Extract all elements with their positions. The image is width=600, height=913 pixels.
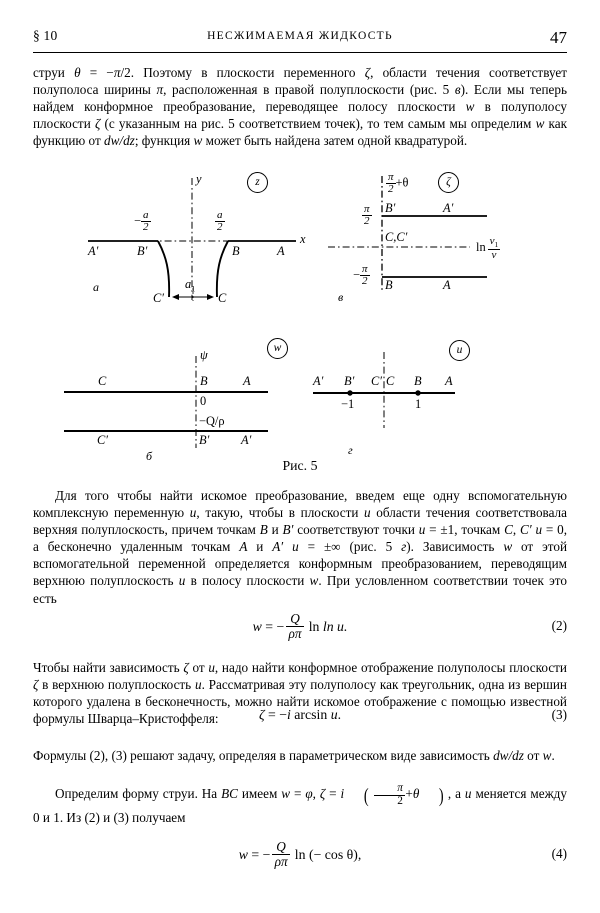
math-w: w	[309, 573, 319, 589]
panel-g-point-B: B	[414, 374, 422, 388]
figure-5	[0, 170, 600, 480]
math-u: u	[330, 707, 338, 722]
text-run: от	[188, 660, 209, 675]
math-pi: π	[156, 82, 164, 98]
denominator: 2	[386, 183, 396, 195]
math-theta: θ	[412, 786, 420, 802]
page-title: НЕСЖИМАЕМАЯ ЖИДКОСТЬ	[207, 30, 393, 42]
math-B-prime: B′	[282, 522, 294, 538]
figure-ref-letter: в	[454, 82, 461, 98]
math-w: w	[252, 619, 262, 635]
text-run: . Рассматривая эту полуполосу как треугольник, одна из вершин которого удалена в бесконечность, можно найти искомое отображение с помощью известной формулы Шварца–Кристоффеля:	[33, 677, 567, 727]
text-run: =	[80, 65, 107, 80]
panel-g-point-B-prime: B′	[344, 374, 355, 388]
panel-a-letter: a	[93, 280, 99, 294]
denominator: 2	[217, 221, 223, 233]
equals-minus: = −	[247, 847, 271, 863]
text-run: Для того чтобы найти искомое преобразование, введем еще одну вспомогательную комплексную переменную	[33, 488, 567, 521]
width-subscript: 1	[191, 284, 196, 294]
math-w: w	[465, 99, 475, 115]
math-B: B	[259, 522, 268, 538]
numerator: Q	[290, 611, 300, 626]
text-run: от этой вспомогательной переменной определяется конформным преобразованием, переводящим верхнюю полуплоскость	[33, 539, 567, 589]
panel-g-tick-minus-one: −1	[341, 397, 355, 411]
math-w: w	[535, 116, 545, 132]
figure-caption: Рис. 5	[282, 458, 318, 473]
text-run: и	[267, 522, 283, 538]
equation-2-number: (2)	[551, 618, 567, 634]
panel-b-letter: б	[146, 449, 153, 463]
panel-a-point-A-prime: A′	[88, 244, 99, 258]
panel-a-point-B: B	[232, 244, 240, 258]
equation-2-body	[253, 612, 348, 641]
panel-b-plane-badge: w	[267, 338, 288, 359]
text-run: от	[523, 748, 543, 763]
ln-u-term: ln ln u.	[308, 619, 348, 635]
panel-v-point-A-prime: A′	[443, 201, 454, 215]
numerator: π	[388, 171, 394, 183]
denominator: ρπ	[286, 626, 304, 641]
panel-b-point-C: C	[98, 374, 107, 388]
panel-b-point-B-prime: B′	[199, 433, 210, 447]
panel-v-point-CC-prime: C,C′	[385, 230, 408, 244]
panel-v-tick-lower	[353, 264, 370, 287]
v-symbol: v	[489, 235, 495, 247]
equation-4	[33, 840, 567, 869]
fraction	[488, 236, 501, 261]
numerator	[488, 236, 501, 249]
panel-a-arrow-right-head	[207, 294, 214, 300]
math-zeta: ζ	[183, 660, 189, 675]
numerator: π	[362, 263, 368, 275]
text-run: области течения соответствовала верхняя полуплоскость, причем точкам	[33, 505, 567, 538]
numerator: π	[364, 203, 370, 215]
text-run: в полосу плоскости	[185, 573, 310, 589]
text-run: Определим форму струи. На	[55, 786, 222, 802]
math-zeta: ζ	[258, 707, 265, 722]
fraction	[386, 172, 396, 195]
panel-a-jet-right	[217, 241, 228, 297]
panel-b-point-A-prime: A′	[241, 433, 252, 447]
text-run: (с указанным на рис. 5 соответствием точек), то тем самым мы определим	[100, 116, 536, 132]
panel-g-point-C: C	[386, 374, 395, 388]
panel-b-point-A: A	[243, 374, 251, 388]
panel-v-letter: в	[338, 290, 344, 304]
panel-v-point-B-prime: B′	[385, 201, 396, 215]
fraction	[272, 840, 290, 869]
panel-g-tick-one: 1	[415, 397, 422, 411]
math-zeta: ζ	[94, 116, 101, 132]
ln-cos-term: ln (− cos θ),	[294, 847, 362, 863]
fraction	[141, 210, 151, 233]
panel-v-axis-label	[386, 172, 408, 195]
math-C-prime: C′	[519, 522, 532, 538]
text-run: , области течения соответствует полуполоса ширины	[33, 65, 568, 98]
panel-v-tick-upper	[362, 204, 372, 227]
math-w: w	[238, 847, 248, 863]
equation-4-body	[239, 840, 362, 869]
numerator: a	[217, 209, 223, 221]
math-w: w	[542, 748, 552, 763]
panel-b-point-C-prime: C′	[97, 433, 108, 447]
panel-a-left-tick-label	[134, 210, 151, 233]
section-number: § 10	[33, 28, 58, 43]
math-theta: θ	[74, 65, 81, 80]
fraction	[360, 264, 370, 287]
minus-sign: −	[134, 213, 141, 228]
numerator: π	[397, 782, 403, 794]
text-run: ,	[512, 522, 520, 538]
math-dwdz: dw/dz	[104, 133, 135, 149]
equation-2	[33, 612, 567, 641]
panel-g-letter: г	[348, 443, 353, 457]
panel-a-arrow-left-head	[172, 294, 179, 300]
arcsin-operator: arcsin	[290, 707, 331, 722]
math-pi: π	[113, 65, 121, 80]
equation-3-number: (3)	[551, 707, 567, 722]
panel-v-point-B: B	[385, 278, 393, 292]
text-run: соответствуют точки	[293, 522, 419, 538]
panel-a-plane-badge: z	[247, 172, 268, 193]
math-i: i	[287, 707, 291, 722]
fraction	[286, 612, 304, 641]
math-u: u	[194, 677, 202, 693]
panel-a-x-axis-label: x	[300, 232, 306, 246]
denominator: 2	[360, 275, 370, 287]
math-u: u	[364, 505, 371, 521]
text-run: , надо найти конформное отображение полуполосы плоскости	[214, 660, 567, 675]
text-run: ; функция	[134, 133, 194, 149]
panel-b-point-B: B	[200, 374, 208, 388]
panel-b-level-label: −Q/ρ	[199, 414, 225, 428]
panel-g-point-A-prime: A′	[313, 374, 324, 388]
denominator: ρπ	[272, 854, 290, 869]
text-run: ,	[312, 786, 320, 802]
text-run: ). Если мы теперь найдем конформное преобразование, переводящее полосу плоскости	[33, 82, 568, 115]
math-w: w	[503, 539, 513, 555]
fraction	[215, 210, 225, 233]
panel-v-plane-badge: ζ	[438, 172, 459, 193]
running-head	[33, 28, 567, 52]
paragraph-1	[33, 64, 567, 149]
ln-operator: ln	[476, 240, 486, 255]
math-A-prime: A′	[272, 539, 284, 555]
text-run: струи	[33, 65, 75, 80]
math-u: u	[464, 786, 472, 802]
denominator: 2	[143, 221, 149, 233]
panel-v-right-label	[476, 236, 500, 261]
math-u: u	[189, 505, 197, 521]
text-run: и	[247, 539, 273, 555]
text-run: =	[325, 786, 341, 802]
text-run: /2. Поэтому в плоскости переменного	[120, 65, 365, 80]
text-run: , такую, чтобы в плоскости	[196, 505, 365, 521]
panel-a-point-A: A	[277, 244, 285, 258]
math-ln-u: ln u.	[322, 619, 348, 635]
denominator: 2	[374, 795, 405, 808]
panel-g-point-A: A	[445, 374, 453, 388]
fraction	[362, 204, 372, 227]
text-run: = ±1, точкам	[425, 522, 505, 538]
math-w: w	[281, 786, 291, 802]
math-u: u	[208, 660, 215, 675]
equation-3	[33, 707, 567, 723]
text-run: может быть найдена затем одной квадратурой.	[202, 133, 468, 149]
plus-theta: +θ	[395, 175, 409, 190]
width-a: a	[185, 277, 192, 291]
denominator: v	[488, 249, 501, 261]
v-subscript: 1	[494, 240, 499, 250]
text-run: Формулы (2), (3) решают задачу, определяя в параметрическом виде зависимость	[33, 748, 494, 763]
math-BC: BC	[221, 786, 238, 802]
equation-3-body	[259, 707, 341, 723]
panel-a-jet-left	[158, 241, 169, 297]
left-paren: (	[363, 785, 369, 808]
panel-a-right-tick-label	[215, 210, 225, 233]
math-i: i	[340, 786, 345, 802]
text-run: меняется между 0 и 1. Из (2) и (3) получаем	[33, 786, 567, 826]
panel-a-point-B-prime: B′	[137, 244, 148, 258]
panel-v-point-A: A	[443, 278, 451, 292]
right-paren: )	[439, 785, 444, 808]
text-run: имеем	[237, 786, 282, 802]
text-run: = ±∞ (рис. 5	[298, 539, 402, 555]
text-run: , а	[447, 786, 465, 802]
panel-a-width-label	[185, 277, 195, 293]
text-run: ). Зависимость	[406, 539, 504, 555]
minus-sign: −	[353, 267, 360, 282]
math-dwdz: dw/dz	[493, 748, 524, 763]
panel-g-point-C-prime: C′	[371, 374, 382, 388]
period: .	[337, 707, 342, 722]
math-zeta: ζ	[364, 65, 371, 80]
math-phi: φ	[305, 786, 313, 802]
math-zeta: ζ	[319, 786, 326, 802]
math-u: u	[535, 522, 543, 538]
fraction	[374, 783, 405, 807]
panel-a-y-axis-label: y	[196, 172, 202, 186]
panel-b-psi-label: ψ	[200, 348, 208, 362]
panel-b-origin-label: 0	[200, 394, 207, 408]
text-run: Чтобы найти зависимость	[33, 660, 184, 675]
panel-g-plane-badge: u	[449, 340, 470, 361]
math-zeta: ζ	[33, 677, 39, 693]
text-run: в верхнюю полуплоскость	[38, 677, 195, 693]
figure-ref-letter: г	[401, 539, 407, 555]
text-run: , расположенная в правой полуплоскости (рис. 5	[163, 82, 455, 98]
equals-minus: = −	[264, 707, 287, 722]
numerator: a	[143, 209, 149, 221]
text-run: =	[290, 786, 306, 802]
equation-4-number: (4)	[551, 846, 567, 862]
math-u: u	[292, 539, 299, 555]
paragraph-5	[33, 783, 567, 829]
text-run: . При условленном соответствии точек это есть	[33, 573, 567, 606]
math-u: u	[418, 522, 426, 538]
text-run: = 0, а бесконечно удаленным точкам	[33, 522, 568, 555]
denominator: 2	[362, 215, 372, 227]
panel-a-point-C-prime: C′	[153, 291, 164, 305]
text-run: в полуполосу плоскости	[33, 99, 567, 132]
math-w: w	[193, 133, 203, 149]
figure-5-graphics	[0, 170, 600, 480]
plus-sign: +	[405, 786, 413, 802]
text-run: .	[551, 748, 555, 763]
equals-minus: = −	[261, 619, 285, 635]
math-u: u	[178, 573, 186, 589]
page-number: 47	[550, 28, 567, 47]
header-divider	[33, 52, 567, 53]
paragraph-4	[33, 747, 567, 764]
math-A: A	[239, 539, 248, 555]
numerator: Q	[276, 839, 286, 854]
math-minus: −	[106, 65, 114, 80]
text-run: как функцию от	[33, 116, 568, 149]
panel-g-point-minus-one	[347, 390, 352, 395]
math-C: C	[504, 522, 513, 538]
panel-a-point-C: C	[218, 291, 227, 305]
paragraph-2	[33, 487, 567, 607]
panel-g-point-one	[415, 390, 420, 395]
